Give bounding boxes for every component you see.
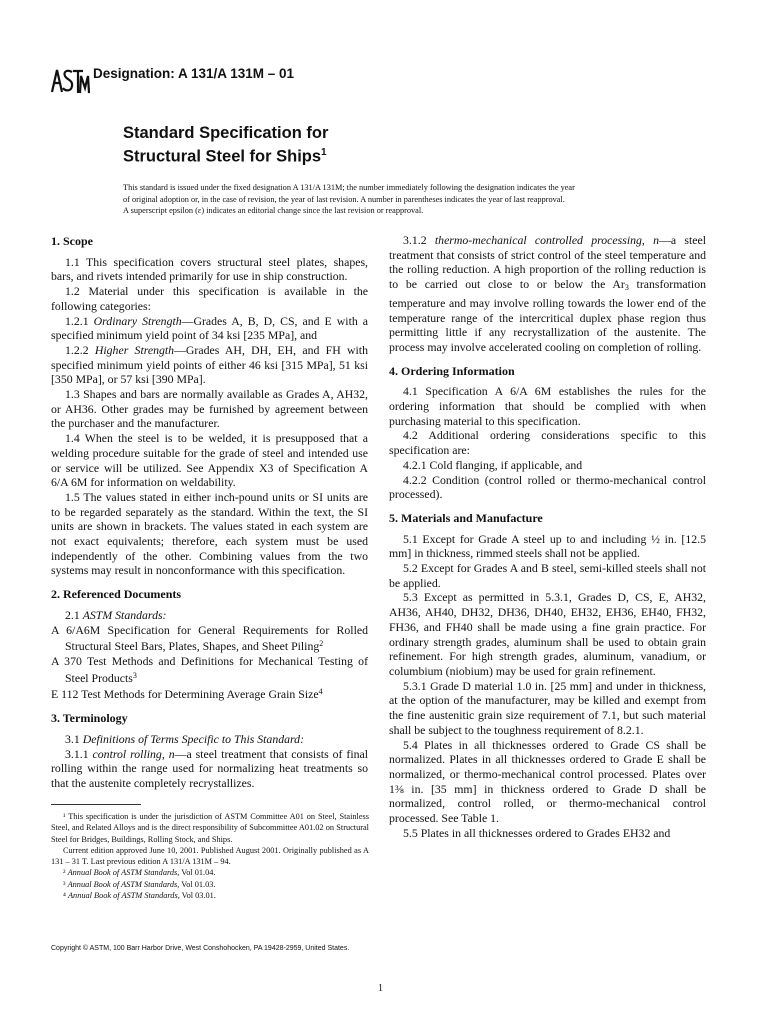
footnote-1-edition: Current edition approved June 10, 2001. Published August 2001. Originally published as A 131 – 31 T. Last previous edition A 131/A 131M – 94. [51, 845, 369, 867]
para-2-1: 2.1 ASTM Standards: [65, 607, 167, 622]
left-column [51, 234, 368, 791]
para-4-2: 4.2 Additional ordering considerations specific to this specification are: [389, 428, 706, 458]
footnote-divider [51, 804, 141, 805]
para-3-1-1: 3.1.1 control rolling, n—a steel treatment that consists of final rolling within the range used for normalizing heat treatments so that the austenite completely recrystallizes. [51, 746, 369, 790]
para-3-1-2: 3.1.2 thermo-mechanical controlled processing, n—a steel treatment that consists of strict control of the steel temperature and the rolling reduction. A high proportion of the rolling reduction is to be carried out close to or below the $Ar_3$ transformation temperature and may involve rolling towards the lower end of the temperature range of the intercritical duplex phase region thus permitting little if any recrystallization of the austenite. The process may involve accelerated cooling on completion of rolling. [389, 233, 706, 354]
astm-logo [50, 66, 90, 96]
section-heading-scope: 1. Scope [51, 234, 93, 248]
footnote-4: ⁴ Annual Book of ASTM Standards, Vol 03.01. [63, 891, 216, 901]
para-1-3: 1.3 Shapes and bars are normally available as Grades A, AH32, or AH36. Other grades may be furnished by agreement between the purchaser and the manufacturer. [51, 387, 368, 431]
note-line-3: A superscript epsilon (ε) indicates an editorial change since the last revision or reapproval. [123, 206, 424, 216]
para-1-2: 1.2 Material under this specification is available in the following categories: [51, 284, 368, 313]
para-1-1: 1.1 This specification covers structural steel plates, shapes, bars, and rivets intended primarily for use in ship construction. [51, 254, 368, 284]
section-heading-materials-and-manufacture: 5. Materials and Manufacture [389, 510, 543, 525]
para-5-4: 5.4 Plates in all thicknesses ordered to Grade CS shall be normalized. Plates in all thicknesses ordered to Grade E shall be normalized, or thermo-mechanical control processed. Plates over 1⅜ in. [35 mm] in thickness ordered to Grade D shall be normalized, control rolled, or thermo-mechanical control processed. See Table 1. [389, 737, 706, 826]
designation: Designation: A 131/A 131M – 01 [93, 66, 295, 81]
reference-a370: A 370 Test Methods and Definitions for Mechanical Testing of Steel Products$^3$ [51, 653, 368, 685]
para-5-5: 5.5 Plates in all thicknesses ordered to Grades EH32 and [403, 825, 671, 840]
document-title [123, 124, 543, 167]
para-1-2-1: 1.2.1 Ordinary Strength—Grades A, B, D, CS, and E with a specified minimum yield point of 34 ksi [235 MPa], and [51, 313, 369, 343]
para-1-5: 1.5 The values stated in either inch-pound units or SI units are to be regarded separately as the standard. Within the text, the SI units are shown in brackets. The values stated in each system are not exact equivalents; therefore, each system must be used independently of the other. Combining values from the two systems may result in nonconformance with this specification. [51, 489, 368, 578]
standard-note [123, 182, 723, 217]
para-5-1: 5.1 Except for Grade A steel up to and including ½ in. [12.5 mm] in thickness, rimmed steels shall not be applied. [389, 531, 706, 561]
reference-e112: E 112 Test Methods for Determining Average Grain Size$^4$ [51, 687, 323, 702]
copyright-notice: Copyright © ASTM, 100 Barr Harbor Drive, West Conshohocken, PA 19428-2959, United States. [51, 945, 350, 952]
title-line-1: Standard Specification for [123, 124, 329, 142]
para-5-3: 5.3 Except as permitted in 5.3.1, Grades D, CS, E, AH32, AH36, AH40, DH32, DH36, DH40, EH32, EH36, EH40, FH32, FH36, and FH40 shall be made using a fine grain practice. For ordinary strength grades, aluminum shall be used to obtain grain refinement. For high strength grades, aluminum, vanadium, or columbium (niobium) may be used for grain refinement. [389, 590, 706, 678]
note-line-1: This standard is issued under the fixed designation A 131/A 131M; the number immediately following the designation indicates the year [123, 183, 575, 192]
right-column [389, 233, 706, 840]
para-4-2-2: 4.2.2 Condition (control rolled or thermo-mechanical control processed). [389, 472, 706, 502]
para-1-2-2: 1.2.2 Higher Strength—Grades AH, DH, EH, and FH with specified minimum yield points of either 46 ksi [315 MPa], 51 ksi [350 MPa], or 57 ksi [390 MPa]. [51, 342, 368, 387]
section-heading-terminology: 3. Terminology [51, 711, 128, 726]
footnote-1: ¹ This specification is under the jurisdiction of ASTM Committee A01 on Steel, Stainless Steel, and Related Alloys and is the direct responsibility of Subcommittee A01.02 on Structural Steel for Bridges, Buildings, Rolling Stock, and Ships. [51, 812, 369, 844]
footnote-3: ³ Annual Book of ASTM Standards, Vol 01.03. [63, 879, 216, 889]
para-5-3-1: 5.3.1 Grade D material 1.0 in. [25 mm] and under in thickness, at the option of the manufacturer, may be killed and exempt from the fine austenitic grain size requirement of 7.1, but such material shall be subject to the toughness requirement of 8.2.1. [389, 678, 706, 737]
para-4-1: 4.1 Specification A 6/A 6M establishes the rules for the ordering information that should be complied with when purchasing material to this specification. [389, 384, 706, 428]
title-line-2: Structural Steel for Ships$^1$ [123, 147, 327, 166]
para-4-2-1: 4.2.1 Cold flanging, if applicable, and [403, 457, 583, 472]
footnotes [51, 811, 369, 901]
title-footnote-mark: 1 [321, 147, 327, 158]
para-3-1: 3.1 Definitions of Terms Specific to This Standard: [65, 731, 305, 746]
note-line-2: of original adoption or, in the case of revision, the year of last revision. A number in parentheses indicates the year of last reapproval. [123, 194, 565, 204]
section-heading-ordering-information: 4. Ordering Information [389, 363, 515, 378]
page-number: 1 [378, 983, 383, 994]
reference-a6: A 6/A6M Specification for General Requirements for Rolled Structural Steel Bars, Plates, Shapes, and Sheet Piling$^2$ [51, 622, 368, 654]
footnote-2: ² Annual Book of ASTM Standards, Vol 01.04. [63, 868, 216, 878]
para-5-2: 5.2 Except for Grades A and B steel, semi-killed steels shall not be applied. [389, 561, 706, 590]
section-heading-referenced-documents: 2. Referenced Documents [51, 587, 182, 602]
para-1-4: 1.4 When the steel is to be welded, it is presupposed that a welding procedure suitable for the grade of steel and intended use or service will be utilized. See Appendix X3 of Specification A 6/A 6M for information on weldability. [51, 431, 368, 490]
